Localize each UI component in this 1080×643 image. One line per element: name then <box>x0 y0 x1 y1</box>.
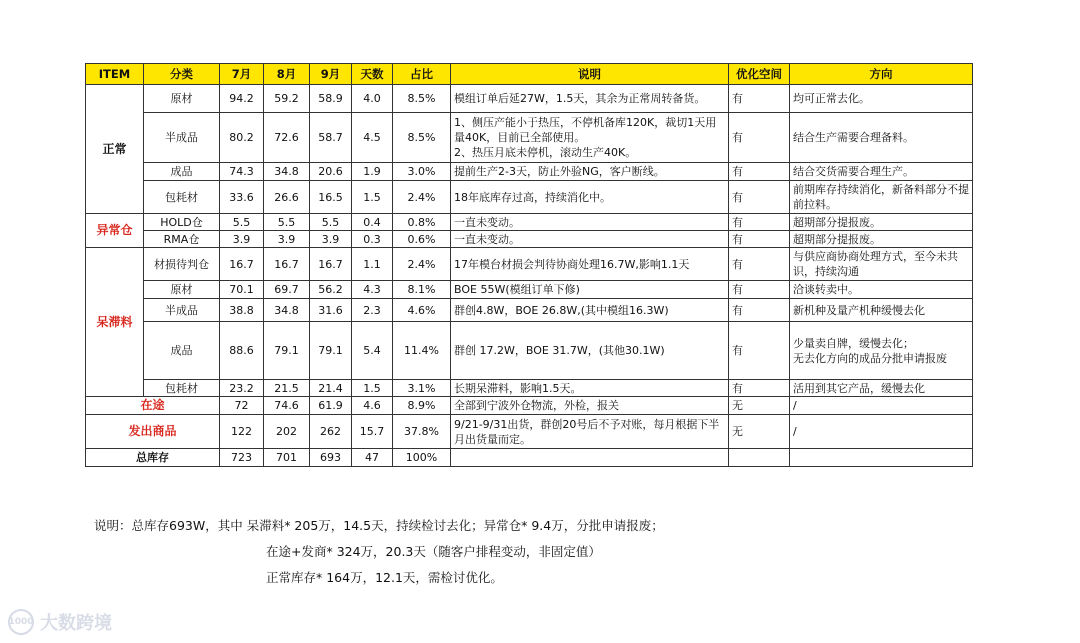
note-line: 说明：总库存693W，其中 呆滞料* 205万，14.5天，持续检讨去化；异常仓* 9.4万，分批申请报废； <box>94 518 664 533</box>
table-cell: 69.7 <box>264 281 310 299</box>
table-cell: 均可正常去化。 <box>790 85 973 113</box>
table-cell: 3.9 <box>220 231 264 248</box>
table-cell: 80.2 <box>220 113 264 163</box>
table-cell: 群创 17.2W，BOE 31.7W，(其他30.1W) <box>451 322 729 380</box>
category-cell: 呆滞料 <box>86 248 144 397</box>
transit-label: 在途 <box>86 397 220 415</box>
watermark <box>8 609 112 635</box>
table-cell: 58.9 <box>310 85 352 113</box>
table-cell: / <box>790 397 973 415</box>
table-cell: 与供应商协商处理方式，至今未共识，持续沟通 <box>790 248 973 281</box>
table-cell: 15.7 <box>352 415 393 449</box>
table-cell: 693 <box>310 449 352 467</box>
table-cell: 79.1 <box>264 322 310 380</box>
table-cell: 5.4 <box>352 322 393 380</box>
table-cell: 无 <box>729 397 790 415</box>
header-cell: 天数 <box>352 64 393 85</box>
table-row <box>86 113 973 163</box>
table-cell: 4.6 <box>352 397 393 415</box>
note-line: 正常库存* 164万，12.1天，需检讨优化。 <box>266 570 503 585</box>
table-cell: 3.0% <box>393 163 451 181</box>
table-cell: 88.6 <box>220 322 264 380</box>
table-cell: 701 <box>264 449 310 467</box>
table-row <box>86 299 973 322</box>
table-cell: 结合生产需要合理备料。 <box>790 113 973 163</box>
empty-cell <box>790 449 973 467</box>
table-cell: 新机种及量产机种缓慢去化 <box>790 299 973 322</box>
table-cell: 3.9 <box>310 231 352 248</box>
table-cell: 3.9 <box>264 231 310 248</box>
table-cell: 100% <box>393 449 451 467</box>
table-cell: 8.5% <box>393 113 451 163</box>
table-cell: 原材 <box>144 281 220 299</box>
table-cell: 47 <box>352 449 393 467</box>
table-cell: HOLD仓 <box>144 214 220 231</box>
table-cell: 5.5 <box>220 214 264 231</box>
table-cell: 前期库存持续消化，新备料部分不提前拉料。 <box>790 181 973 214</box>
table-cell: 提前生产2-3天，防止外验NG，客户断线。 <box>451 163 729 181</box>
table-cell: 8.5% <box>393 85 451 113</box>
table-cell: 4.3 <box>352 281 393 299</box>
table-row <box>86 163 973 181</box>
watermark-text: 大数跨境 <box>40 613 112 634</box>
table-cell: 2.4% <box>393 248 451 281</box>
header-row <box>86 64 973 85</box>
category-cell: 正常 <box>86 85 144 214</box>
table-cell: 结合交货需要合理生产。 <box>790 163 973 181</box>
table-cell: 有 <box>729 113 790 163</box>
table-cell: 72 <box>220 397 264 415</box>
table-cell: 包耗材 <box>144 181 220 214</box>
table-cell: 723 <box>220 449 264 467</box>
table-cell: / <box>790 415 973 449</box>
table-cell: 成品 <box>144 322 220 380</box>
table-cell: 有 <box>729 380 790 397</box>
header-cell: 8月 <box>264 64 310 85</box>
table-cell: 超期部分提报废。 <box>790 231 973 248</box>
table-cell: 0.6% <box>393 231 451 248</box>
table-cell: 74.3 <box>220 163 264 181</box>
table-cell: 0.4 <box>352 214 393 231</box>
table-row <box>86 231 973 248</box>
table-cell: 74.6 <box>264 397 310 415</box>
table-row <box>86 281 973 299</box>
inventory-table <box>85 63 973 467</box>
table-cell: 70.1 <box>220 281 264 299</box>
table-cell: 94.2 <box>220 85 264 113</box>
table-cell: 有 <box>729 181 790 214</box>
total-label: 总库存 <box>86 449 220 467</box>
table-cell: 超期部分提报废。 <box>790 214 973 231</box>
table-cell: 1.5 <box>352 181 393 214</box>
table-cell: 有 <box>729 299 790 322</box>
table-cell: 21.4 <box>310 380 352 397</box>
table-cell: 一直未变动。 <box>451 231 729 248</box>
table-cell: 1.9 <box>352 163 393 181</box>
table-cell: BOE 55W(模组订单下修) <box>451 281 729 299</box>
table-cell: 21.5 <box>264 380 310 397</box>
table-cell: 5.5 <box>310 214 352 231</box>
table-cell: 一直未变动。 <box>451 214 729 231</box>
table-cell: 26.6 <box>264 181 310 214</box>
header-cell: ITEM <box>86 64 144 85</box>
table-cell: 37.8% <box>393 415 451 449</box>
header-cell: 说明 <box>451 64 729 85</box>
table-cell: 56.2 <box>310 281 352 299</box>
header-cell: 7月 <box>220 64 264 85</box>
table-cell: 61.9 <box>310 397 352 415</box>
table-cell: 全部到宁波外仓物流，外检，报关 <box>451 397 729 415</box>
table-cell: 4.5 <box>352 113 393 163</box>
table-cell: 洽谈转卖中。 <box>790 281 973 299</box>
table-row <box>86 248 973 281</box>
table-row <box>86 85 973 113</box>
table-cell: 活用到其它产品，缓慢去化 <box>790 380 973 397</box>
header-cell: 占比 <box>393 64 451 85</box>
table-cell: 1.1 <box>352 248 393 281</box>
table-cell: 18年底库存过高，持续消化中。 <box>451 181 729 214</box>
table-cell: 3.1% <box>393 380 451 397</box>
notes <box>94 513 664 591</box>
table-cell: 16.5 <box>310 181 352 214</box>
table-cell: 16.7 <box>220 248 264 281</box>
table-cell: 有 <box>729 231 790 248</box>
empty-cell <box>451 449 729 467</box>
table-cell: 262 <box>310 415 352 449</box>
table-cell: 材损待判仓 <box>144 248 220 281</box>
table-cell: 34.8 <box>264 163 310 181</box>
table-cell: 2.3 <box>352 299 393 322</box>
table-cell: 0.8% <box>393 214 451 231</box>
table-cell: 5.5 <box>264 214 310 231</box>
table-cell: 16.7 <box>310 248 352 281</box>
table-cell: 59.2 <box>264 85 310 113</box>
table-cell: 长期呆滞料，影响1.5天。 <box>451 380 729 397</box>
table-cell: 33.6 <box>220 181 264 214</box>
table-cell: RMA仓 <box>144 231 220 248</box>
table-cell: 17年模台材损会判待协商处理16.7W,影响1.1天 <box>451 248 729 281</box>
header-cell: 9月 <box>310 64 352 85</box>
table-cell: 202 <box>264 415 310 449</box>
table-cell: 4.6% <box>393 299 451 322</box>
table-cell: 群创4.8W，BOE 26.8W,(其中模组16.3W) <box>451 299 729 322</box>
table-cell: 34.8 <box>264 299 310 322</box>
table-cell: 有 <box>729 214 790 231</box>
table-cell: 有 <box>729 281 790 299</box>
table-cell: 8.9% <box>393 397 451 415</box>
table-row <box>86 214 973 231</box>
table-cell: 少量卖自牌，缓慢去化； 无去化方向的成品分批申请报废 <box>790 322 973 380</box>
header-cell: 优化空间 <box>729 64 790 85</box>
table-cell: 16.7 <box>264 248 310 281</box>
table-cell: 38.8 <box>220 299 264 322</box>
total-row <box>86 449 973 467</box>
table-cell: 79.1 <box>310 322 352 380</box>
table-cell: 半成品 <box>144 299 220 322</box>
table-cell: 122 <box>220 415 264 449</box>
table-cell: 无 <box>729 415 790 449</box>
table-cell: 包耗材 <box>144 380 220 397</box>
transit-row <box>86 397 973 415</box>
table-cell: 58.7 <box>310 113 352 163</box>
table-cell: 4.0 <box>352 85 393 113</box>
table-cell: 20.6 <box>310 163 352 181</box>
table-cell: 23.2 <box>220 380 264 397</box>
table-cell: 9/21-9/31出货，群创20号后不予对账，每月根据下半月出货量而定。 <box>451 415 729 449</box>
table-cell: 2.4% <box>393 181 451 214</box>
empty-cell <box>729 449 790 467</box>
note-line: 在途+发商* 324万，20.3天（随客户排程变动，非固定值） <box>266 544 601 559</box>
table-row <box>86 322 973 380</box>
shipped-row <box>86 415 973 449</box>
table-row <box>86 181 973 214</box>
table-cell: 31.6 <box>310 299 352 322</box>
table-cell: 有 <box>729 85 790 113</box>
table-cell: 0.3 <box>352 231 393 248</box>
watermark-logo-icon: 1000 <box>8 609 34 635</box>
table-cell: 模组订单后延27W，1.5天，其余为正常周转备货。 <box>451 85 729 113</box>
category-cell: 异常仓 <box>86 214 144 248</box>
table-cell: 有 <box>729 248 790 281</box>
table-cell: 8.1% <box>393 281 451 299</box>
table-cell: 1.5 <box>352 380 393 397</box>
shipped-label: 发出商品 <box>86 415 220 449</box>
header-cell: 方向 <box>790 64 973 85</box>
table-cell: 半成品 <box>144 113 220 163</box>
header-cell: 分类 <box>144 64 220 85</box>
table-cell: 有 <box>729 322 790 380</box>
table-cell: 原材 <box>144 85 220 113</box>
table-cell: 有 <box>729 163 790 181</box>
table-cell: 11.4% <box>393 322 451 380</box>
table-cell: 72.6 <box>264 113 310 163</box>
table-cell: 成品 <box>144 163 220 181</box>
table-row <box>86 380 973 397</box>
table-cell: 1、侧压产能小于热压，不停机备库120K，裁切1天用量40K，目前已全部使用。 2、热压月底未停机，滚动生产40K。 <box>451 113 729 163</box>
